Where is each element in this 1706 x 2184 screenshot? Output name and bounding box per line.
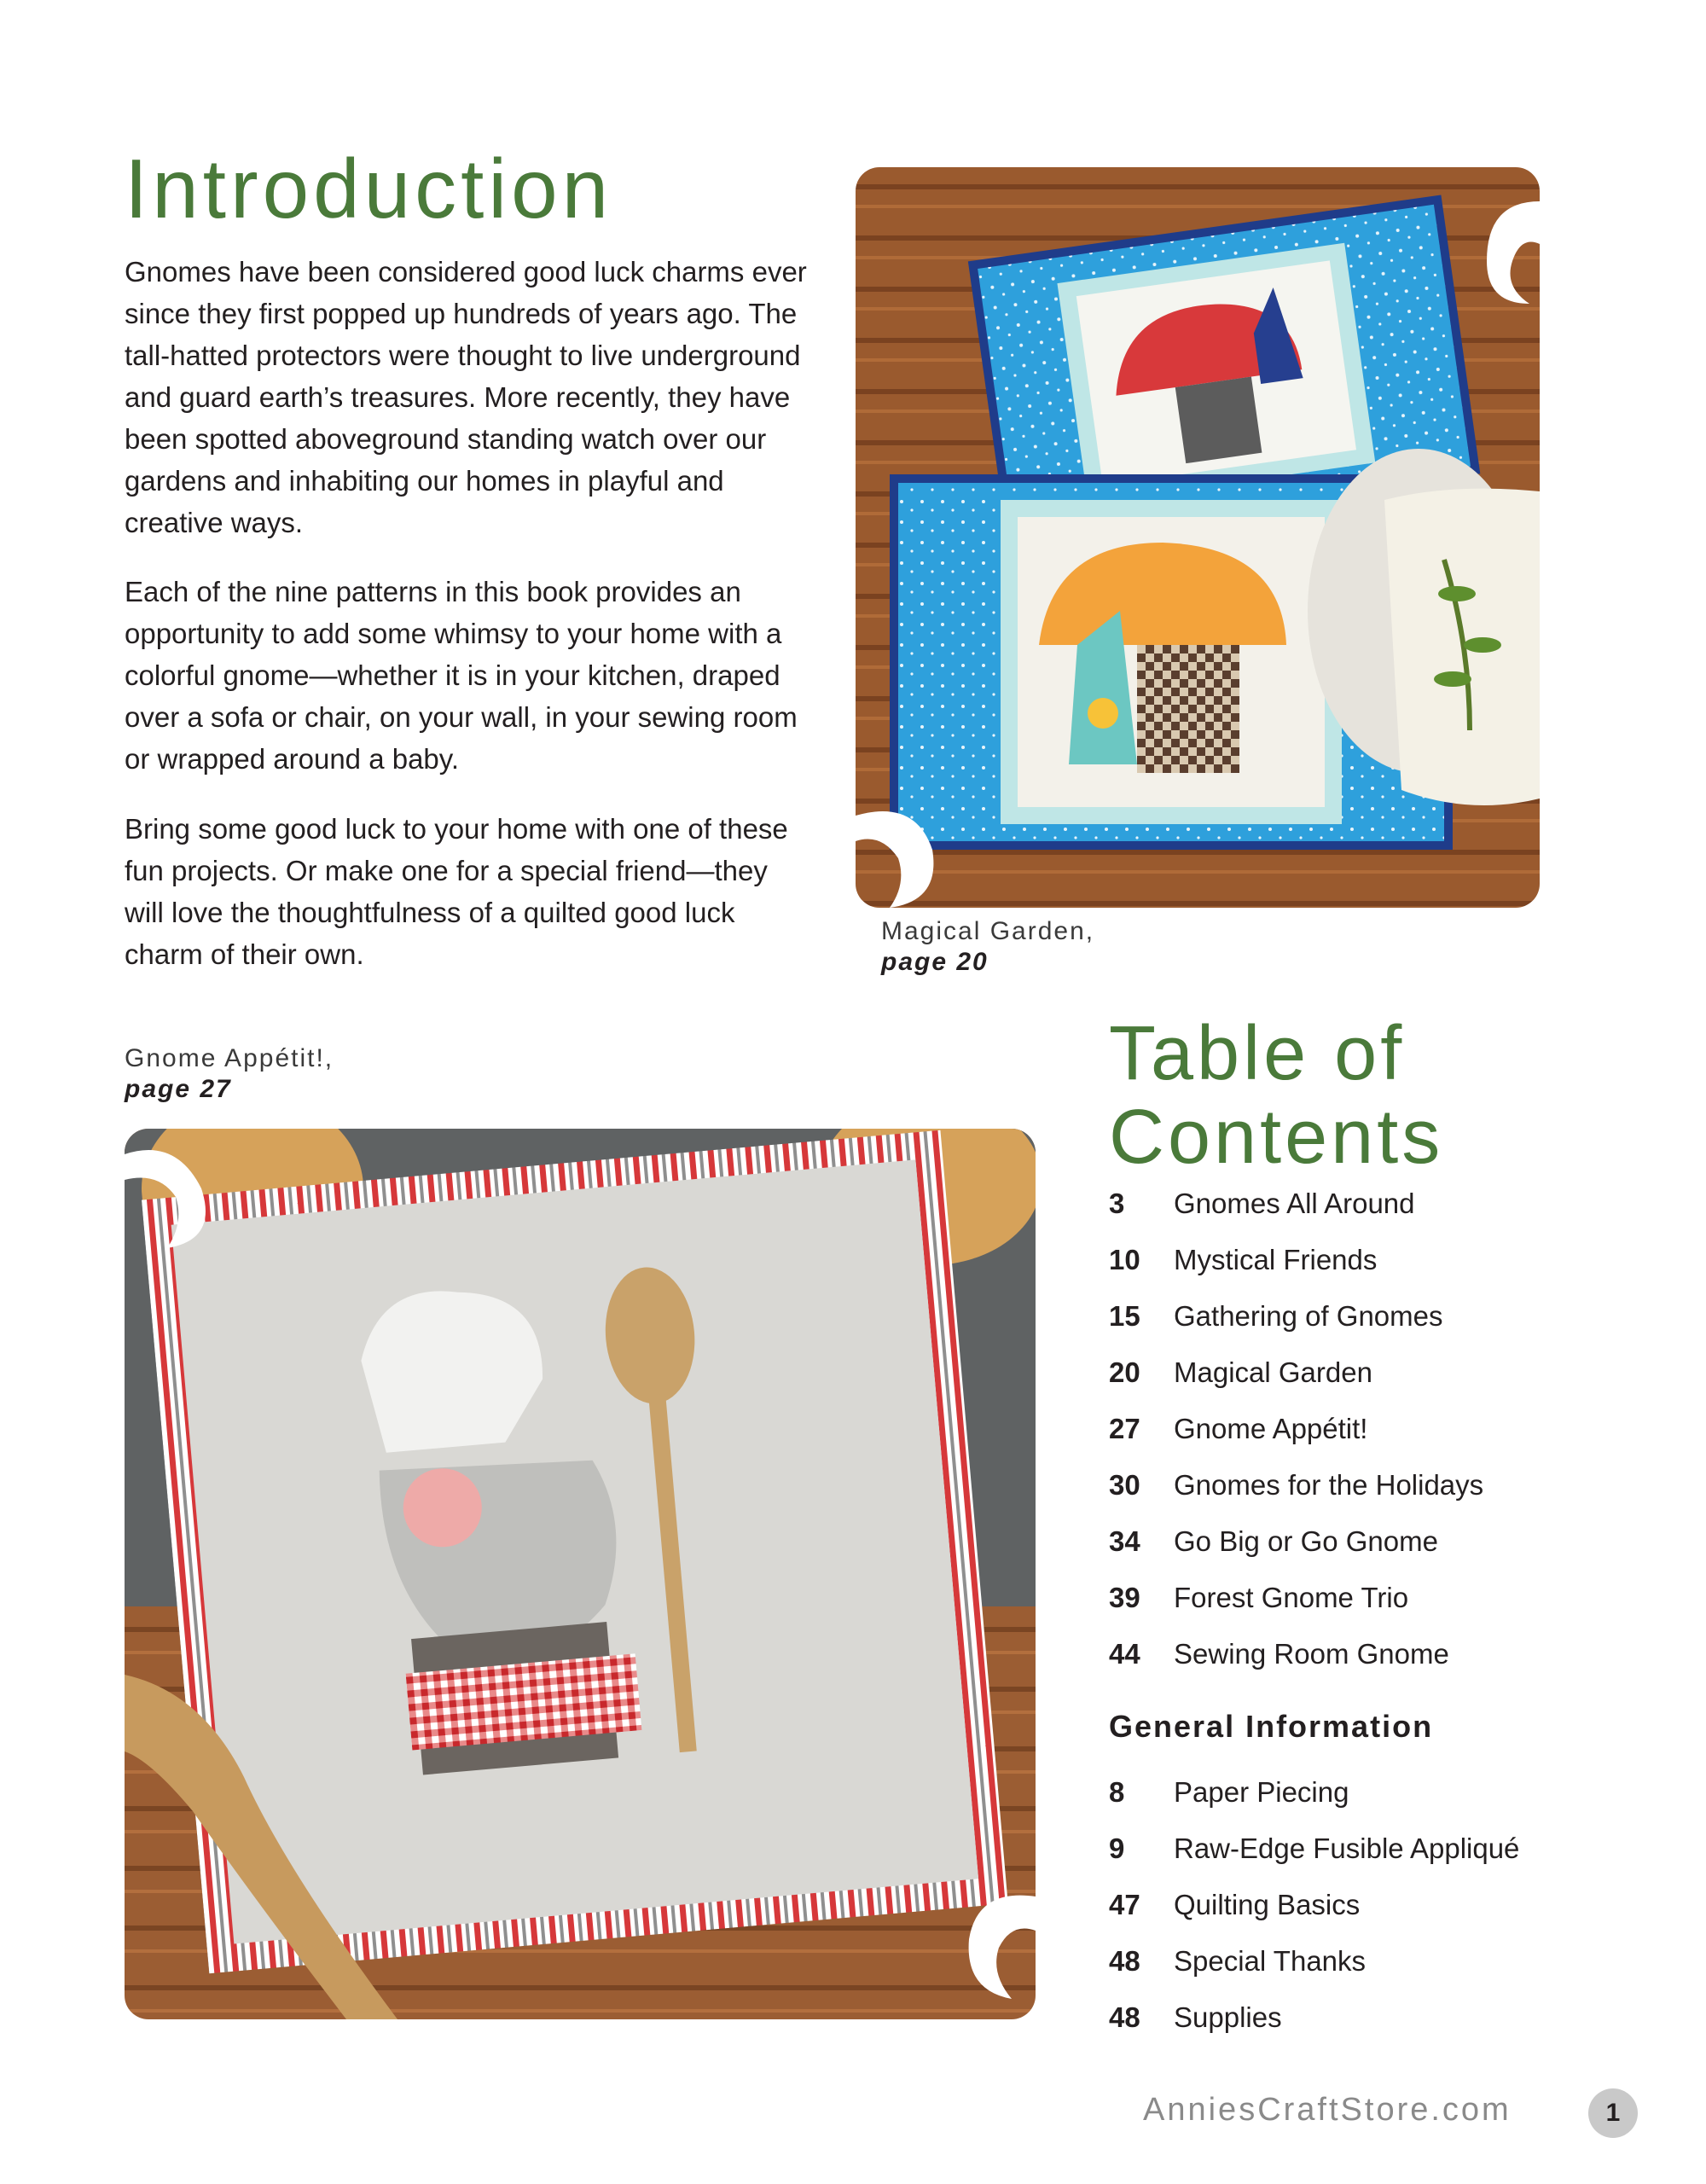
toc-title: Gnome Appétit! <box>1174 1413 1368 1444</box>
toc-item[interactable] <box>1109 1989 1587 2046</box>
magical-garden-caption <box>881 916 1094 978</box>
toc-item[interactable] <box>1109 1176 1587 1232</box>
general-information-list <box>1109 1764 1587 2046</box>
toc-item[interactable] <box>1109 1401 1587 1457</box>
site-url[interactable]: AnniesCraftStore.com <box>1143 2092 1512 2128</box>
toc-item[interactable] <box>1109 1764 1587 1821</box>
toc-page: 30 <box>1109 1469 1140 1501</box>
toc-item[interactable] <box>1109 1570 1587 1626</box>
toc-page: 48 <box>1109 1945 1140 1977</box>
gnome-appetit-caption <box>125 1043 334 1105</box>
toc-item[interactable] <box>1109 1877 1587 1933</box>
toc-title: Forest Gnome Trio <box>1174 1582 1409 1613</box>
toc-title: Raw-Edge Fusible Appliqué <box>1174 1833 1520 1864</box>
caption-page: page 20 <box>881 948 989 976</box>
caption-page: page 27 <box>125 1075 232 1103</box>
toc-heading-line-2: Contents <box>1109 1095 1444 1180</box>
toc-page: 48 <box>1109 2001 1140 2033</box>
toc-item[interactable] <box>1109 1513 1587 1570</box>
toc-heading <box>1109 1012 1443 1179</box>
toc-heading-line-1: Table of <box>1109 1011 1406 1096</box>
toc-list <box>1109 1176 1587 1682</box>
introduction-heading: Introduction <box>125 142 613 235</box>
intro-paragraph-3: Bring some good luck to your home with one of these fun projects. Or make one for a special friend—they will love the thoughtfulness of a quilted good luck charm of their own. <box>125 813 788 970</box>
toc-page: 39 <box>1109 1582 1140 1613</box>
intro-paragraph-2: Each of the nine patterns in this book provides an opportunity to add some whimsy to your home with a colorful gnome—whether it is in your kitchen, draped over a sofa or chair, on your wall, in your sewing room or wrapped around a baby. <box>125 576 798 775</box>
toc-page: 15 <box>1109 1300 1140 1332</box>
toc-page: 3 <box>1109 1188 1125 1219</box>
toc-page: 20 <box>1109 1356 1140 1388</box>
toc-title: Mystical Friends <box>1174 1244 1378 1275</box>
toc-item[interactable] <box>1109 1457 1587 1513</box>
caption-title: Magical Garden, <box>881 917 1095 945</box>
toc-page: 44 <box>1109 1638 1140 1670</box>
toc-item[interactable] <box>1109 1345 1587 1401</box>
toc-item[interactable] <box>1109 1626 1587 1682</box>
toc-title: Gnomes All Around <box>1174 1188 1415 1219</box>
toc-page: 8 <box>1109 1776 1125 1808</box>
toc-item[interactable] <box>1109 1821 1587 1877</box>
page-number-badge: 1 <box>1588 2088 1638 2138</box>
toc-page: 9 <box>1109 1833 1125 1864</box>
toc-item[interactable] <box>1109 1933 1587 1989</box>
toc-title: Supplies <box>1174 2001 1282 2033</box>
toc-title: Quilting Basics <box>1174 1889 1361 1920</box>
toc-page: 10 <box>1109 1244 1140 1275</box>
toc-title: Go Big or Go Gnome <box>1174 1525 1438 1557</box>
gnome-appetit-photo <box>125 1129 1036 2019</box>
intro-paragraph-1: Gnomes have been considered good luck charms ever since they first popped up hundreds of years ago. The tall-hatted protectors were thought to live underground and guard earth’s treasures. More recently, they have been spotted aboveground standing watch over our gardens and inhabiting our homes in playful and creative ways. <box>125 256 807 538</box>
toc-title: Magical Garden <box>1174 1356 1372 1388</box>
toc-title: Gnomes for the Holidays <box>1174 1469 1484 1501</box>
toc-title: Sewing Room Gnome <box>1174 1638 1449 1670</box>
toc-title: Gathering of Gnomes <box>1174 1300 1443 1332</box>
toc-item[interactable] <box>1109 1232 1587 1288</box>
toc-item[interactable] <box>1109 1288 1587 1345</box>
toc-title: Paper Piecing <box>1174 1776 1349 1808</box>
caption-title: Gnome Appétit!, <box>125 1044 334 1072</box>
toc-title: Special Thanks <box>1174 1945 1367 1977</box>
toc-page: 47 <box>1109 1889 1140 1920</box>
toc-page: 27 <box>1109 1413 1140 1444</box>
magical-garden-photo <box>856 167 1540 908</box>
toc-page: 34 <box>1109 1525 1140 1557</box>
general-information-heading: General Information <box>1109 1709 1434 1744</box>
